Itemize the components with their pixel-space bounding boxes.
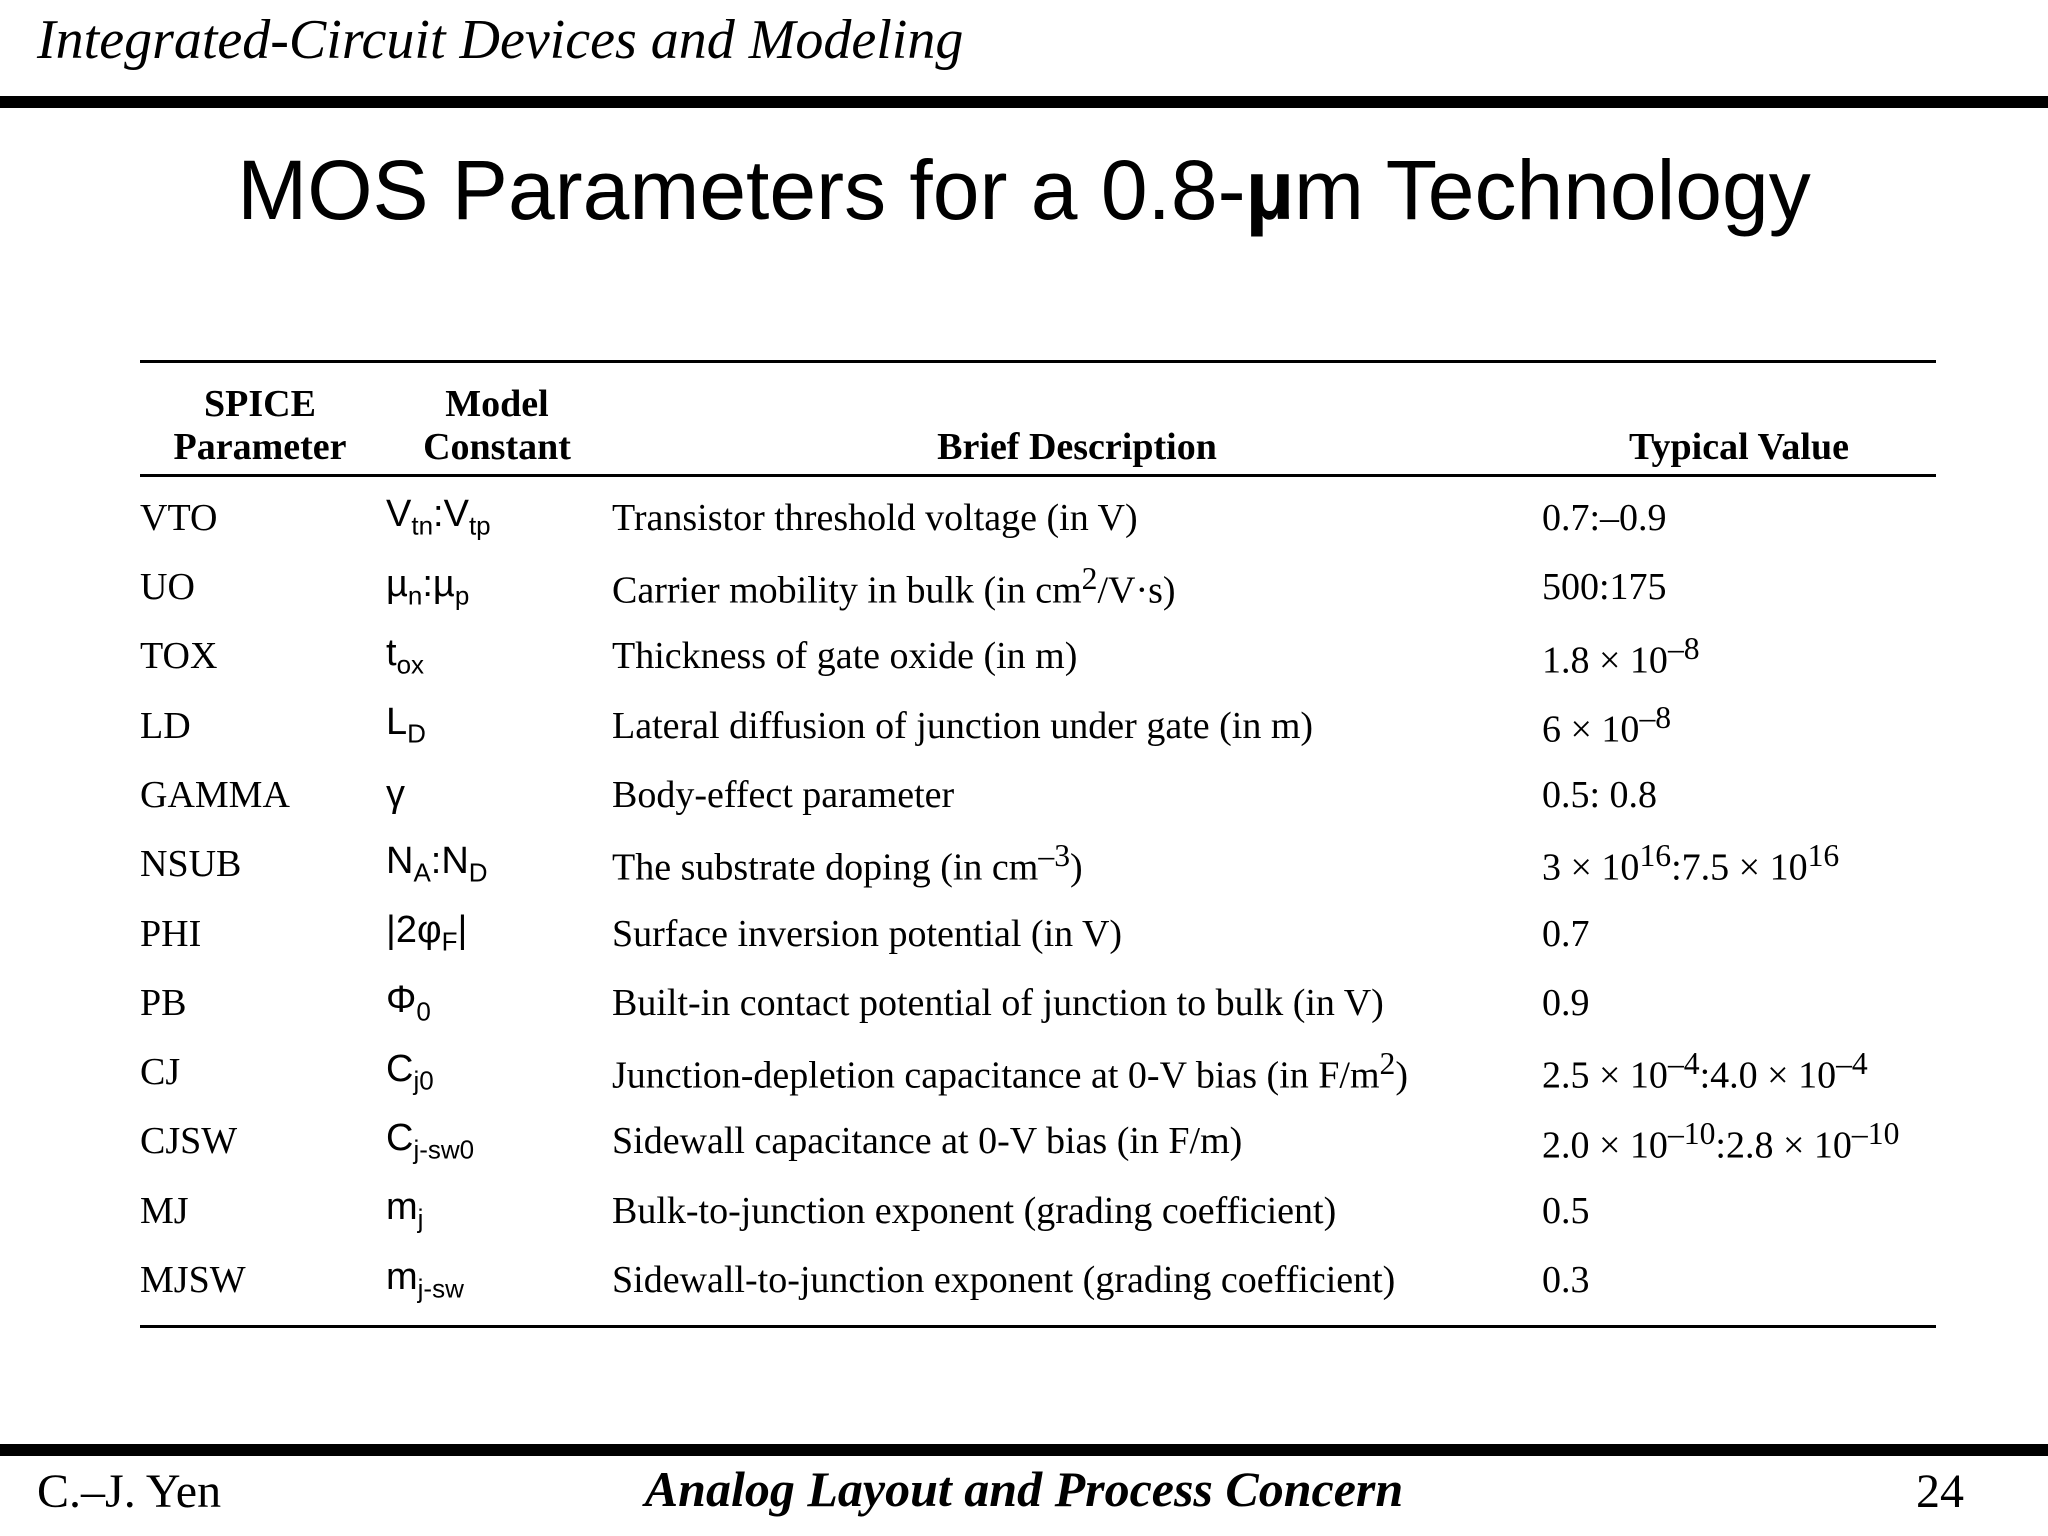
- footer-author: C.–J. Yen: [37, 1465, 222, 1518]
- table-header-row: [140, 362, 1936, 476]
- table-body: [140, 476, 1936, 1327]
- slide-title-after: m Technology: [1293, 143, 1811, 237]
- slide-title: [0, 142, 2048, 239]
- cell-spice-parameter: MJ: [140, 1189, 189, 1232]
- header-rule: [0, 96, 2048, 108]
- table-row: [140, 1107, 1936, 1176]
- header-spice-line2: Parameter: [173, 425, 347, 468]
- cell-spice-parameter: PHI: [140, 912, 202, 955]
- cell-description: Transistor threshold voltage (in V): [612, 496, 1138, 539]
- cell-description: Thickness of gate oxide (in m): [612, 635, 1078, 678]
- table-row: [140, 622, 1936, 691]
- header-spice-line1: SPICE: [204, 383, 316, 425]
- cell-model-constant: $N_A:N_D$: [386, 839, 488, 888]
- cell-description: Surface inversion potential (in V): [612, 912, 1123, 955]
- table-row: [140, 476, 1936, 553]
- table-row: [140, 1037, 1936, 1106]
- page-number: 24: [1916, 1465, 1964, 1518]
- cell-description: Junction-depletion capacitance at 0-V bias (in $F/m^2$): [612, 1046, 1408, 1097]
- cell-description: Carrier mobility in bulk (in $cm^2/V\cdot s$): [612, 561, 1176, 612]
- slide-title-mu: µ: [1245, 143, 1294, 237]
- cell-model-constant: $|2\varphi_F|$: [386, 909, 468, 957]
- cell-model-constant: $V_{tn}:V_{tp}$: [386, 493, 491, 542]
- cell-description: Lateral diffusion of junction under gate (in m): [612, 704, 1314, 747]
- table-row: [140, 1245, 1936, 1326]
- cell-typical-value: 0.5: [1542, 1189, 1590, 1232]
- cell-typical-value: 0.5: 0.8: [1542, 773, 1658, 816]
- cell-typical-value: $3 \times 10^{16}:7.5 \times 10^{16}$: [1542, 838, 1840, 890]
- cell-typical-value: 500:175: [1542, 566, 1667, 609]
- table-row: [140, 691, 1936, 760]
- cell-model-constant: $C_{j0}$: [386, 1047, 434, 1096]
- cell-spice-parameter: VTO: [140, 496, 218, 539]
- cell-model-constant: $m_j$: [386, 1186, 424, 1234]
- cell-typical-value: $2.0 \times 10^{-10}:2.8 \times 10^{-10}$: [1542, 1115, 1900, 1167]
- cell-model-constant: $L_D$: [386, 701, 426, 749]
- table-row: [140, 1176, 1936, 1245]
- cell-spice-parameter: NSUB: [140, 843, 242, 886]
- table-row: [140, 552, 1936, 621]
- cell-description: The substrate doping (in $cm^{-3}$): [612, 838, 1083, 890]
- mos-parameter-table: [140, 360, 1936, 1328]
- header-typical-value: Typical Value: [1629, 425, 1849, 468]
- footer-rule: [0, 1444, 2048, 1456]
- cell-model-constant: $C_{j-sw0}$: [386, 1117, 475, 1165]
- table-row: [140, 899, 1936, 968]
- cell-model-constant: $t_{ox}$: [386, 632, 425, 680]
- cell-typical-value: 0.7:–0.9: [1542, 496, 1667, 539]
- cell-model-constant: $\Phi_0$: [386, 978, 431, 1027]
- cell-typical-value: 0.7: [1542, 912, 1590, 955]
- cell-spice-parameter: GAMMA: [140, 773, 290, 816]
- footer-title: Analog Layout and Process Concern: [644, 1461, 1404, 1517]
- header-model-line1: Model: [445, 383, 549, 425]
- cell-spice-parameter: LD: [140, 704, 191, 747]
- cell-typical-value: $1.8 \times 10^{-8}$: [1542, 630, 1700, 682]
- cell-description: Sidewall-to-junction exponent (grading coefficient): [612, 1259, 1396, 1301]
- cell-model-constant: γ: [386, 773, 405, 816]
- cell-spice-parameter: PB: [140, 981, 187, 1024]
- cell-typical-value: 0.9: [1542, 981, 1590, 1024]
- slide-title-before: MOS Parameters for a 0.8-: [237, 143, 1246, 237]
- cell-spice-parameter: CJSW: [140, 1120, 238, 1163]
- table-row: [140, 968, 1936, 1037]
- header-model-line2: Constant: [423, 425, 571, 468]
- cell-typical-value: 0.3: [1542, 1259, 1590, 1301]
- table-row: [140, 760, 1936, 829]
- header-spice-parameter: [140, 362, 380, 476]
- cell-description: Bulk-to-junction exponent (grading coefficient): [612, 1189, 1337, 1232]
- cell-spice-parameter: UO: [140, 566, 195, 609]
- header-brief-description: Brief Description: [937, 425, 1217, 468]
- course-title: Integrated-Circuit Devices and Modeling: [37, 9, 964, 71]
- cell-description: Sidewall capacitance at 0-V bias (in F/m): [612, 1120, 1243, 1163]
- cell-description: Body-effect parameter: [612, 773, 955, 816]
- cell-typical-value: $2.5 \times 10^{-4}:4.0 \times 10^{-4}$: [1542, 1046, 1868, 1097]
- header-model-constant: [380, 362, 608, 476]
- cell-model-constant: µ$_n$:µ$_p$: [386, 562, 470, 611]
- table-row: [140, 830, 1936, 899]
- cell-description: Built-in contact potential of junction to bulk (in V): [612, 981, 1384, 1024]
- cell-spice-parameter: CJ: [140, 1051, 181, 1094]
- cell-model-constant: $m_{j-sw}$: [386, 1255, 464, 1304]
- cell-spice-parameter: MJSW: [140, 1259, 246, 1301]
- cell-typical-value: $6 \times 10^{-8}$: [1542, 699, 1672, 751]
- cell-spice-parameter: TOX: [140, 635, 218, 678]
